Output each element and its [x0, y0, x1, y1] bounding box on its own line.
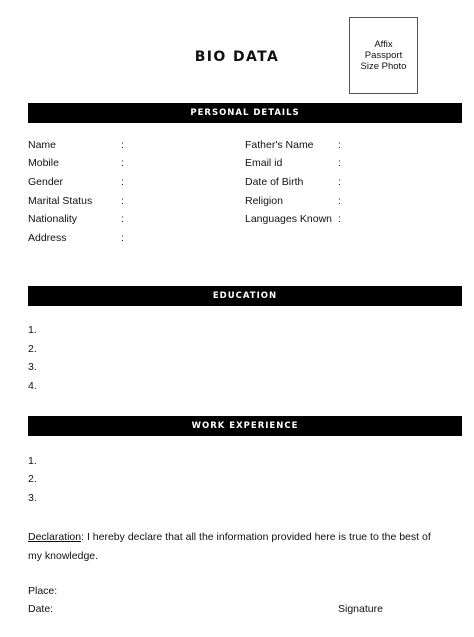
work-experience-header: WORK EXPERIENCE [28, 416, 462, 436]
education-item-3: 3. [28, 361, 37, 373]
education-item-1: 1. [28, 324, 37, 336]
photo-label-line-1: Affix [374, 39, 393, 50]
field-marital-status-colon: : [121, 195, 124, 207]
personal-details-header: PERSONAL DETAILS [28, 103, 462, 123]
declaration-label: Declaration [28, 531, 82, 543]
field-religion-label: Religion [245, 195, 283, 207]
field-mobile-label: Mobile [28, 157, 59, 169]
work-item-1: 1. [28, 455, 37, 467]
photo-placeholder [349, 17, 418, 94]
education-header: EDUCATION [28, 286, 462, 306]
field-religion-colon: : [338, 195, 341, 207]
work-item-3: 3. [28, 492, 37, 504]
field-fathers-name-label: Father's Name [245, 139, 314, 151]
work-item-2: 2. [28, 473, 37, 485]
field-mobile-colon: : [121, 157, 124, 169]
education-item-4: 4. [28, 380, 37, 392]
field-languages-colon: : [338, 213, 341, 225]
field-address-label: Address [28, 232, 67, 244]
place-label: Place: [28, 585, 58, 597]
field-gender-label: Gender [28, 176, 64, 188]
field-dob-colon: : [338, 176, 341, 188]
date-label: Date: [28, 603, 54, 615]
field-dob-label: Date of Birth [245, 176, 304, 188]
page-title: BIO DATA [194, 49, 280, 65]
field-fathers-name-colon: : [338, 139, 341, 151]
education-item-2: 2. [28, 343, 37, 355]
field-nationality-colon: : [121, 213, 124, 225]
field-nationality-label: Nationality [28, 213, 78, 225]
field-address-colon: : [121, 232, 124, 244]
field-marital-status-label: Marital Status [28, 195, 93, 207]
signature-label: Signature [338, 603, 383, 615]
field-email-label: Email id [245, 157, 283, 169]
field-email-colon: : [338, 157, 341, 169]
declaration-paragraph [28, 528, 438, 565]
photo-label-line-2: Passport [364, 50, 403, 61]
field-name-label: Name [28, 139, 57, 151]
field-languages-label: Languages Known [245, 213, 332, 225]
declaration-text: : I hereby declare that all the information provided here is true to the best of my knowledge. [28, 531, 431, 562]
photo-label-line-3: Size Photo [360, 61, 407, 72]
field-name-colon: : [121, 139, 124, 151]
field-gender-colon: : [121, 176, 124, 188]
